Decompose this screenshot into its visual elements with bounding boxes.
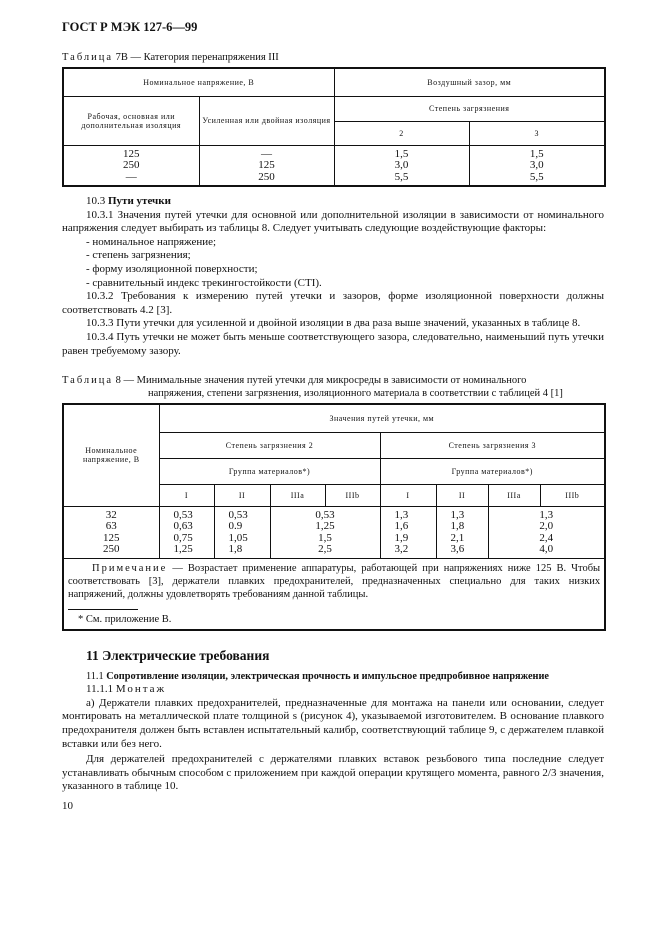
section-10-3 [62,195,604,358]
table-7b-caption [62,51,604,64]
th-subcol: I [380,484,436,506]
th-p3: 3 [469,121,605,145]
caption-text: 8 — Минимальные значения путей утечки для микросреды в зависимости от номинального [115,375,527,387]
note-label: Примечание [92,562,168,574]
th-group: Группа материалов*) [159,458,380,484]
list-item: - форму изоляционной поверхности; [86,262,258,275]
list-item: - номинальное напряжение; [86,235,217,248]
document-header: ГОСТ Р МЭК 127-6—99 [62,20,198,34]
section-title: Пути утечки [108,195,171,207]
section-heading: 11 Электрические требования [86,647,270,663]
th-subcol: II [436,484,488,506]
th-subcol: II [214,484,270,506]
th-subcol: IIIa [488,484,540,506]
cell-p3-ii: 1,3 1,8 2,1 3,6 [436,506,488,558]
cell-p3: 1,5 3,0 5,5 [469,145,605,186]
caption-label: Таблица [62,52,114,63]
list-item: - сравнительный индекс трекингостойкости (СТI). [86,276,322,289]
paragraph: 10.3.1 Значения путей утечки для основной или дополнительной изоляции в зависимости от номинального напряжения следует выбирать из таблицы 8. Следует учитывать следующие воздействующие факторы: [62,208,604,235]
cell-p3-i: 1,3 1,6 1,9 3,2 [380,506,436,558]
note-text: — Возрастает применение аппаратуры, работающей при напряжениях ниже 125 В. Чтобы соответствовать [3], держатели плавких предохранителей, предназначенных специально для таких низких напряжений, должны удовлетворять требованиям данной таблицы. [68,562,601,600]
th-subcol: I [159,484,214,506]
paragraph: Для держателей предохранителей с держателями плавких вставок резьбового типа последние следует устанавливать обычным способом с приложением при каждой операции крутящего момента, равного 2/3 значения, указанного в таблице 10. [62,753,604,793]
paragraph: 10.3.2 Требования к измерению путей утечки и зазоров, форме изоляционной поверхности должны соответствовать 4.2 [3]. [62,290,604,316]
table-8-caption [62,374,604,400]
th-group: Группа материалов*) [380,458,605,484]
caption-label: Таблица [62,375,114,387]
th-pollution: Степень загрязнения [334,96,605,121]
th-subcol: IIIb [325,484,380,506]
section-title: Сопротивление изоляции, электрическая прочность и импульсное предпробивное напряжение [106,670,549,682]
cell-working: 125 250 — [63,145,199,186]
section-title: Монтаж [115,683,167,696]
section-number: 10.3 [86,195,106,207]
section-11 [62,647,604,794]
th-reinforced: Усиленная или двойная изоляция [199,96,334,145]
th-working: Рабочая, основная или дополнительная изоляция [63,96,199,145]
th-values: Значения путей утечки, мм [159,404,605,432]
th-p3: Степень загрязнения 3 [380,432,605,458]
footnote-divider [68,609,138,610]
page-number: 10 [62,799,73,812]
paragraph: а) Держатели плавких предохранителей, предназначенные для монтажа на панели или основании, следует монтировать на металлической плате толщиной s (рисунок 4), указываемой изготовителем. В основание плавкого предохранителя должен быть вставлен испытательный калибр, соответствующий таблице 9, с держателем плавкой вставки или без него. [62,696,604,750]
cell-p2: 1,5 3,0 5,5 [334,145,469,186]
list-item: - степень загрязнения; [86,249,191,262]
cell-p2-i: 0,53 0,63 0,75 1,25 [159,506,214,558]
th-p2: 2 [334,121,469,145]
th-nominal: Номинальное напряжение, В [63,404,159,506]
caption-text: напряжения, степени загрязнения, изоляционного материала в соответствии с таблицей 4 [1] [148,388,563,400]
cell-voltage: 32 63 125 250 [63,506,159,558]
cell-p2-iii: 0,53 1,25 1,5 2,5 [270,506,380,558]
table-8 [62,403,606,631]
th-p2: Степень загрязнения 2 [159,432,380,458]
paragraph: 10.3.3 Пути утечки для усиленной и двойной изоляции в два раза выше значений, указанных в таблице 8. [86,317,581,330]
th-clearance: Воздушный зазор, мм [334,68,605,96]
table-note [63,558,605,630]
table-7b [62,67,606,187]
cell-reinforced: — 125 250 [199,145,334,186]
footnote: * См. приложение В. [78,613,172,625]
th-subcol: IIIa [270,484,325,506]
paragraph: 10.3.4 Путь утечки не может быть меньше соответствующего зазора, следовательно, наименьший путь утечки равен требуемому зазору. [62,330,604,357]
section-number: 11.1.1 [86,683,114,696]
section-number: 11.1 [86,670,104,682]
cell-p3-iii: 1,3 2,0 2,4 4,0 [488,506,605,558]
th-subcol: IIIb [540,484,605,506]
th-nominal: Номинальное напряжение, В [63,68,334,96]
cell-p2-ii: 0,53 0.9 1,05 1,8 [214,506,270,558]
caption-text: 7В — Категория перенапряжения III [115,52,279,63]
